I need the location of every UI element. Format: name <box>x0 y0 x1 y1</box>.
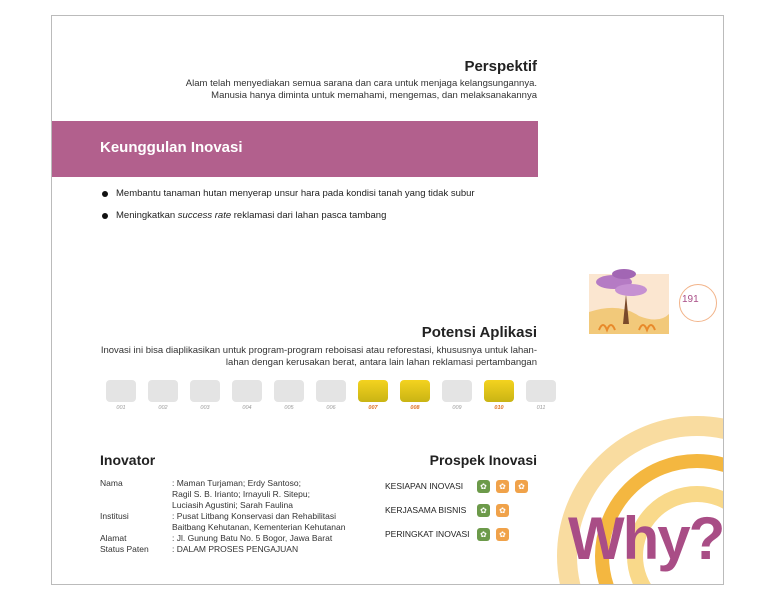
application-number: 008 <box>410 405 420 411</box>
magnifier-icon <box>316 380 346 402</box>
application-item <box>352 380 394 411</box>
prospek-title: Prospek Inovasi <box>429 452 537 468</box>
keunggulan-list <box>102 188 475 232</box>
potensi-line-2: lahan dengan kerusakan berat, antara lain lahan reklamasi pertambangan <box>225 357 537 368</box>
application-item <box>268 380 310 411</box>
machine-icon <box>106 380 136 402</box>
tools-icon <box>442 380 472 402</box>
green-badge-icon: ✿ <box>477 480 490 493</box>
tree-illustration <box>579 264 679 336</box>
inovator-value: : DALAM PROSES PENGAJUAN <box>172 544 299 554</box>
tree-canopy <box>615 284 647 296</box>
application-item <box>142 380 184 411</box>
fish-icon <box>148 380 178 402</box>
recycle-fish-icon <box>484 380 514 402</box>
keunggulan-banner <box>52 121 538 177</box>
machine2-icon <box>526 380 556 402</box>
factory-icon <box>274 380 304 402</box>
field-icon <box>358 380 388 402</box>
inovator-row <box>100 478 372 511</box>
prospek-list <box>385 474 534 546</box>
perspektif-line-1: Alam telah menyediakan semua sarana dan cara untuk menjaga kelangsungannya. <box>185 78 537 89</box>
green-badge-icon: ✿ <box>477 504 490 517</box>
application-number: 004 <box>242 405 252 411</box>
wheat-icon <box>400 380 430 402</box>
application-item <box>478 380 520 411</box>
bullet-text: reklamasi dari lahan pasca tambang <box>231 210 387 221</box>
list-item <box>102 188 475 210</box>
application-number: 003 <box>200 405 210 411</box>
application-item <box>310 380 352 411</box>
inovator-title: Inovator <box>100 452 156 468</box>
inovator-value: : Pusat Litbang Konservasi dan Rehabilitasi Baitbang Kehutanan, Kementerian Kehutanan <box>172 511 346 532</box>
application-item <box>436 380 478 411</box>
bullet-emphasis: success rate <box>177 210 232 221</box>
inovator-row <box>100 511 372 533</box>
prospek-row <box>385 522 534 546</box>
list-item <box>102 210 475 232</box>
prospek-label: PERINGKAT INOVASI <box>385 529 470 539</box>
application-number: 007 <box>368 405 378 411</box>
application-item <box>184 380 226 411</box>
bullet-icon <box>102 191 108 197</box>
prospek-row <box>385 498 534 522</box>
green-badge-icon: ✿ <box>477 528 490 541</box>
plow-icon <box>190 380 220 402</box>
tree-canopy <box>612 269 636 279</box>
application-icons <box>100 380 562 411</box>
application-number: 002 <box>158 405 168 411</box>
orange-badge-icon: ✿ <box>515 480 528 493</box>
perspektif-title: Perspektif <box>464 58 537 75</box>
prospek-label: KESIAPAN INOVASI <box>385 481 464 491</box>
prospek-row <box>385 474 534 498</box>
orange-badge-icon: ✿ <box>496 528 509 541</box>
potensi-title: Potensi Aplikasi <box>421 324 537 341</box>
potensi-line-1: Inovasi ini bisa diaplikasikan untuk program-program reboisasi atau reforestasi, khususnya untuk lahan- <box>100 345 537 356</box>
application-item <box>100 380 142 411</box>
application-item <box>226 380 268 411</box>
inovator-label: Institusi <box>100 511 129 521</box>
application-item <box>394 380 436 411</box>
application-number: 010 <box>494 405 504 411</box>
application-number: 006 <box>326 405 336 411</box>
keunggulan-title: Keunggulan Inovasi <box>100 139 243 156</box>
page-number: 191 <box>682 294 699 305</box>
hand-icon <box>232 380 262 402</box>
orange-badge-icon: ✿ <box>496 504 509 517</box>
bullet-icon <box>102 213 108 219</box>
potensi-text <box>77 345 537 369</box>
application-number: 009 <box>452 405 462 411</box>
inovator-label: Status Paten <box>100 544 149 554</box>
inovator-value: : Jl. Gunung Batu No. 5 Bogor, Jawa Barat <box>172 533 333 543</box>
perspektif-line-2: Manusia hanya diminta untuk memahami, mengemas, dan melaksanakannya <box>211 90 537 101</box>
application-number: 005 <box>284 405 294 411</box>
inovator-row <box>100 544 372 555</box>
prospek-label: KERJASAMA BISNIS <box>385 505 467 515</box>
inovator-label: Nama <box>100 478 123 488</box>
page <box>51 15 724 585</box>
inovator-value: : Maman Turjaman; Erdy Santoso; Ragil S. B. Irianto; Irnayuli R. Sitepu; Luciasih Agustini; Sarah Faulina <box>172 478 310 510</box>
perspektif-text <box>117 78 537 102</box>
why-logo: Why? <box>568 505 724 572</box>
bullet-text: Meningkatkan <box>116 210 178 221</box>
inovator-table <box>100 478 372 555</box>
inovator-row <box>100 533 372 544</box>
orange-badge-icon: ✿ <box>496 480 509 493</box>
bullet-text: Membantu tanaman hutan menyerap unsur hara pada kondisi tanah yang tidak subur <box>116 188 475 199</box>
inovator-label: Alamat <box>100 533 127 543</box>
application-number: 001 <box>116 405 126 411</box>
application-number: 011 <box>536 405 546 411</box>
